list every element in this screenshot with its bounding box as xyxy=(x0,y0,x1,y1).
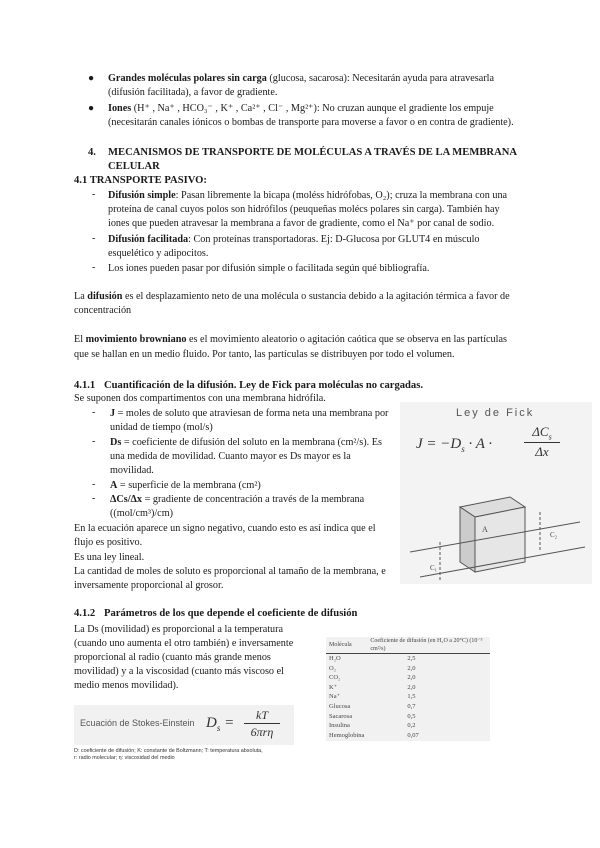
passive-item-facilitada-l2: esquelético y adipocitos. xyxy=(108,248,209,259)
fick-var-ds-l2: una medida de movilidad. Cuanto mayor es Ds mayor es la xyxy=(110,451,351,462)
section-4-1-1-number: 4.1.1 xyxy=(74,380,96,391)
dash: - xyxy=(92,189,96,200)
difusion-paragraph: La difusión es el desplazamiento neto de una molécula o sustancia debido a la agitación térmica a favor de xyxy=(74,291,510,302)
bullet-item-1-line2: (difusión facilitada), a favor de gradiente. xyxy=(108,87,278,98)
fick-var-ds: Ds = coeficiente de difusión del soluto en la membrana (cm²/s). Es xyxy=(110,437,382,448)
section-4-1-title: 4.1 TRANSPORTE PASIVO: xyxy=(74,175,207,186)
dash: - xyxy=(92,479,96,490)
table-row: Na⁺ 1,5 xyxy=(329,693,416,701)
dash: - xyxy=(92,407,96,418)
fick-var-gradient-l2: ((mol/cm³)/cm) xyxy=(110,508,174,519)
table-row: Sacarosa 0,5 xyxy=(329,712,416,720)
table-row: K⁺ 2,0 xyxy=(329,683,416,691)
fick-var-j: J = moles de soluto que atraviesan de forma neta una membrana por xyxy=(110,408,389,419)
stokes-caption-2: r: radio molecular; η: viscosidad del medio xyxy=(74,755,175,761)
bullet-item-1: Grandes moléculas polares sin carga (glucosa, sacarosa): Necesitarán ayuda para atravesarla xyxy=(108,73,494,84)
passive-item-iones: Los iones pueden pasar por difusión simple o facilitada según qué bibliografía. xyxy=(108,263,430,274)
fick-var-j-l2: unidad de tiempo (mol/s) xyxy=(110,422,213,433)
section-4-1-2-title: Parámetros de los que depende el coeficiente de difusión xyxy=(104,608,358,619)
fick-law-figure xyxy=(400,402,592,584)
table-header-coefficient: Coeficiente de difusión (en H₂O a 20°C) (10⁻⁵ cm²/s) xyxy=(367,637,490,654)
fick-after-3: Es una ley lineal. xyxy=(74,552,145,563)
passive-item-simple-l2: proteína de canal cuyos polos son hidrófilos (peuqueñas molécs polares sin carga). También hay xyxy=(108,204,500,215)
dash: - xyxy=(92,493,96,504)
passive-item-simple-l3: iones que pueden atravesar la membrana a favor de gradiente, como el Na⁺ por canal de sodio. xyxy=(108,218,495,229)
ds-para-5: medio menos movilidad). xyxy=(74,680,179,691)
fick-var-a: A = superficie de la membrana (cm²) xyxy=(110,480,261,491)
section-4-title: MECANISMOS DE TRANSPORTE DE MOLÉCULAS A TRAVÉS DE LA MEMBRANA xyxy=(108,147,518,158)
svg-text:C₂: C₂ xyxy=(550,531,558,539)
table-row: CO₂ 2,0 xyxy=(329,674,416,682)
table-row: Glucosa 0,7 xyxy=(329,702,416,710)
fick-after-5: inversamente proporcional al grosor. xyxy=(74,580,224,591)
section-4-number: 4. xyxy=(88,147,96,158)
table-row: H₂O 2,5 xyxy=(329,655,416,662)
stokes-caption-1: D: coeficiente de difusión; K: constante de Boltzmann; T: temperatura absoluta, xyxy=(74,748,263,754)
section-4-title-line2: CELULAR xyxy=(108,161,160,172)
fick-after-1: En la ecuación aparece un signo negativo, cuando esto es así indica que el xyxy=(74,523,376,534)
fick-intro: Se suponen dos compartimentos con una membrana hidrófila. xyxy=(74,393,326,404)
table-row: Insulina 0,2 xyxy=(329,722,416,730)
browniano-paragraph-l2: que se hallan en un medio fluido. Por tanto, las partículas se distribuyen por todo el volumen. xyxy=(74,349,455,360)
stokes-label: Ecuación de Stokes-Einstein xyxy=(80,718,195,728)
fick-var-ds-l3: movilidad. xyxy=(110,465,154,476)
bullet-item-2: Iones (H⁺ , Na⁺ , HCO₃⁻ , K⁺ , Ca²⁺ , Cl⁻ , Mg²⁺): No cruzan aunque el gradiente los empuje xyxy=(108,103,494,114)
membrane-diagram xyxy=(400,472,592,584)
fick-figure-title: Ley de Fick xyxy=(456,407,535,419)
table-header-molecule: Molécula xyxy=(326,637,367,654)
fick-equation: $J = -D_s \cdot A$ · xyxy=(416,436,493,454)
stokes-einstein-equation xyxy=(74,705,294,745)
dash: - xyxy=(92,262,96,273)
ds-para-4: movilidad) y a la viscosidad (cuanto más viscoso el xyxy=(74,666,284,677)
ds-para-3: proporcional al radio (cuanto más grande menos xyxy=(74,652,271,663)
fick-after-4: La cantidad de moles de soluto es proporcional al tamaño de la membrana, e xyxy=(74,566,386,577)
passive-item-simple: Difusión simple: Pasan libremente la bicapa (moléss hidrófobas, O₂); cruza la membrana con una xyxy=(108,190,508,201)
fick-after-2: flujo es positivo. xyxy=(74,537,143,548)
bullet-dot: ● xyxy=(88,73,95,84)
fick-fraction-num: $\Delta C_s$ xyxy=(524,424,560,443)
svg-text:C₁: C₁ xyxy=(430,564,438,572)
dash: - xyxy=(92,233,96,244)
stokes-num: kT xyxy=(244,708,280,724)
bullet-item-2-line2: (necesitarán canales iónicos o bombas de transporte para moverse a favor o en contra de gradiente). xyxy=(108,117,514,128)
ds-para-2: (cuando uno aumenta el otro también) e inversamente xyxy=(74,638,294,649)
stokes-lhs: $D_s$ = xyxy=(206,715,235,733)
browniano-paragraph: El movimiento browniano es el movimiento aleatorio o agitación caótica que se observa en las partículas xyxy=(74,334,507,345)
difusion-paragraph-l2: concentración xyxy=(74,305,132,316)
dash: - xyxy=(92,436,96,447)
fick-var-gradient: ΔCs/Δx = gradiente de concentración a través de la membrana xyxy=(110,494,365,505)
fick-fraction-den: Δx xyxy=(535,444,549,459)
section-4-1-1-title: Cuantificación de la difusión. Ley de Fick para moléculas no cargadas. xyxy=(104,380,424,391)
stokes-den: 6πrη xyxy=(250,725,274,739)
passive-item-facilitada: Difusión facilitada: Con proteínas transportadoras. Ej: D-Glucosa por GLUT4 en músculo xyxy=(108,234,480,245)
ds-para-1: La Ds (movilidad) es proporcional a la temperatura xyxy=(74,624,284,635)
table-row: Hemoglobina 0,07 xyxy=(329,731,419,739)
table-row: O₂ 2,0 xyxy=(329,664,416,672)
section-4-1-2-number: 4.1.2 xyxy=(74,608,96,619)
bullet-dot: ● xyxy=(88,103,95,114)
diffusion-coefficient-table xyxy=(326,637,490,741)
svg-text:A: A xyxy=(482,525,488,534)
